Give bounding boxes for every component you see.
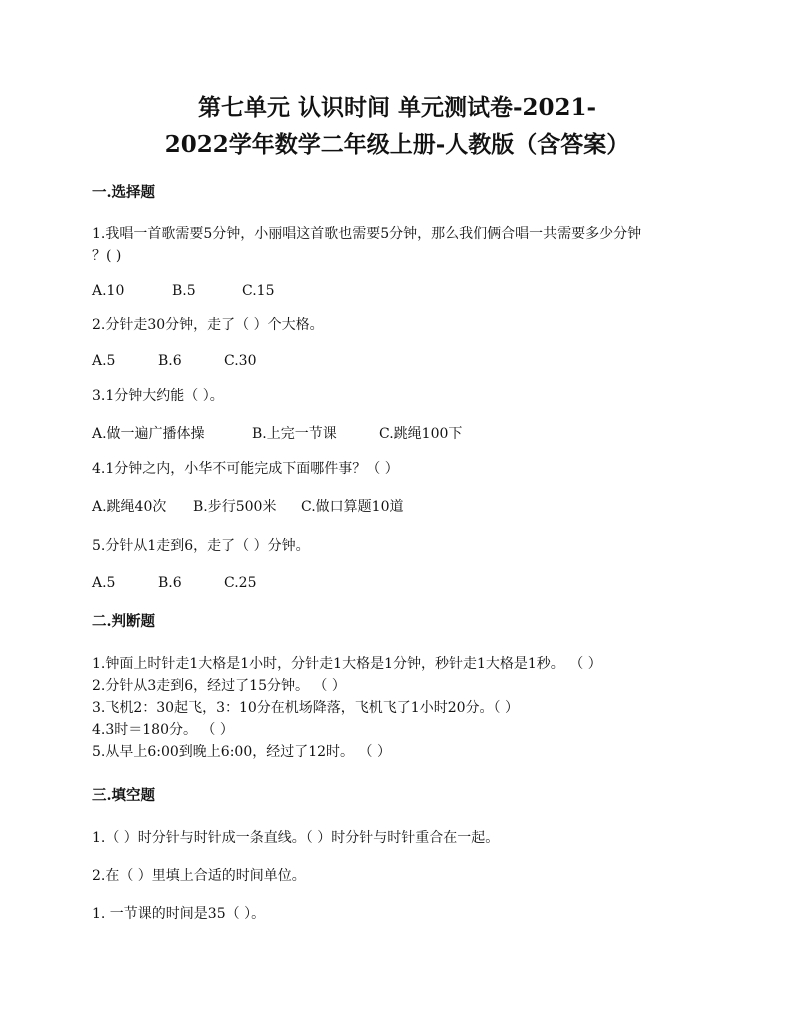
fill-item-1: 1.（ ）时分针与时针成一条直线。（ ）时分针与时针重合在一起。 bbox=[92, 830, 500, 846]
option-c: C.25 bbox=[224, 575, 257, 591]
judge-item-2: 2.分针从3走到6，经过了15分钟。 （ ） bbox=[92, 678, 346, 694]
question-1-options bbox=[92, 284, 274, 298]
judge-item-1: 1.钟面上时针走1大格是1小时，分针走1大格是1分钟，秒针走1大格是1秒。 （ ） bbox=[92, 656, 602, 672]
option-b: B.5 bbox=[172, 283, 196, 299]
question-2-options bbox=[92, 354, 256, 368]
judge-item-4: 4.3时＝180分。 （ ） bbox=[92, 722, 234, 738]
question-5-text: 5.分针从1走到6，走了（ ）分钟。 bbox=[92, 538, 310, 554]
question-4-text: 4.1分钟之内，小华不可能完成下面哪件事？（ ） bbox=[92, 461, 399, 477]
question-1-text: 1.我唱一首歌需要5分钟，小丽唱这首歌也需要5分钟，那么我们俩合唱一共需要多少分钟 bbox=[92, 226, 642, 242]
option-a: A.5 bbox=[92, 575, 116, 591]
section-heading-choice: 一.选择题 bbox=[92, 184, 156, 201]
judge-item-5: 5.从早上6:00到晚上6:00，经过了12时。 （ ） bbox=[92, 744, 391, 760]
section-heading-judge: 二.判断题 bbox=[92, 613, 156, 630]
question-5-options bbox=[92, 576, 256, 590]
option-c: C.做口算题10道 bbox=[301, 499, 404, 515]
option-a: A.10 bbox=[92, 283, 125, 299]
option-b: B.6 bbox=[158, 353, 182, 369]
fill-sub-item-1: 1. 一节课的时间是35（ ）。 bbox=[92, 906, 266, 922]
fill-item-2: 2.在（ ）里填上合适的时间单位。 bbox=[92, 868, 306, 884]
document-title-line-1: 第七单元 认识时间 单元测试卷-2021- bbox=[197, 94, 597, 121]
judge-item-3: 3.飞机2：30起飞，3：10分在机场降落，飞机飞了1小时20分。（ ） bbox=[92, 700, 519, 716]
document-title-line-2: 2022学年数学二年级上册-人教版（含答案） bbox=[164, 131, 630, 158]
question-2-text: 2.分针走30分钟，走了（ ）个大格。 bbox=[92, 317, 324, 333]
option-b: B.上完一节课 bbox=[252, 426, 337, 442]
section-heading-fill: 三.填空题 bbox=[92, 787, 156, 804]
option-a: A.做一遍广播体操 bbox=[92, 426, 205, 442]
question-3-options bbox=[92, 427, 462, 441]
option-c: C.跳绳100下 bbox=[379, 426, 463, 442]
option-a: A.跳绳40次 bbox=[92, 499, 167, 515]
option-b: B.6 bbox=[158, 575, 182, 591]
option-c: C.15 bbox=[242, 283, 275, 299]
question-1-text-continued: ？( ) bbox=[92, 248, 122, 264]
question-4-options bbox=[92, 500, 403, 514]
option-c: C.30 bbox=[224, 353, 257, 369]
option-b: B.步行500米 bbox=[193, 499, 277, 515]
option-a: A.5 bbox=[92, 353, 116, 369]
question-3-text: 3.1分钟大约能（ ）。 bbox=[92, 388, 224, 404]
